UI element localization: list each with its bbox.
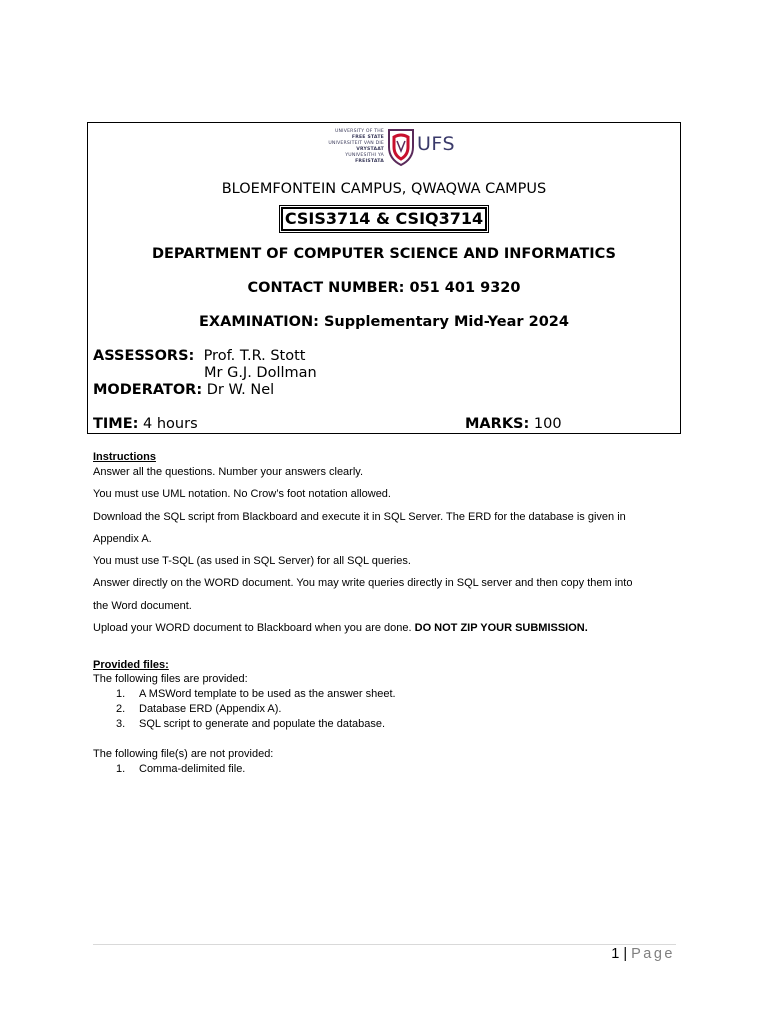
logo-line: FREE STATE (351, 135, 384, 140)
marks-value: 100 (533, 416, 562, 432)
list-item: 1. Comma-delimited file. (116, 763, 246, 775)
exam-value: Supplementary Mid-Year 2024 (323, 314, 569, 330)
instruction-line: You must use T-SQL (as used in SQL Server) for all SQL queries. (93, 555, 411, 567)
exam-label: EXAMINATION: (199, 314, 324, 330)
marks-label: MARKS: (465, 416, 530, 432)
department-title: DEPARTMENT OF COMPUTER SCIENCE AND INFORMATICS (151, 246, 616, 262)
time-label: TIME: (93, 416, 139, 432)
time-row (93, 416, 198, 432)
moderator-name: Dr W. Nel (206, 382, 275, 398)
marks-row (465, 416, 562, 432)
page-number (611, 946, 675, 962)
list-item-text: Database ERD (Appendix A). (139, 703, 282, 715)
list-item-text: Comma-delimited file. (139, 763, 246, 775)
list-item: 2. Database ERD (Appendix A). (116, 703, 282, 715)
ufs-shield-icon (386, 127, 416, 167)
list-item: 3. SQL script to generate and populate the database. (116, 718, 386, 730)
page-label: Page (631, 946, 675, 962)
upload-instruction (93, 622, 588, 634)
assessors-row (93, 348, 306, 364)
logo-line: VRYSTAAT (356, 147, 384, 152)
ufs-logo (302, 127, 472, 169)
assessor-1: Prof. T.R. Stott (203, 348, 306, 364)
provided-files-heading: Provided files: (93, 659, 169, 671)
instructions-heading: Instructions (93, 451, 156, 463)
footer-divider (93, 944, 676, 945)
upload-warning: DO NOT ZIP YOUR SUBMISSION. (414, 622, 588, 634)
instruction-line: Appendix A. (93, 533, 152, 545)
instruction-line: Download the SQL script from Blackboard and execute it in SQL Server. The ERD for the database is given in (93, 511, 626, 523)
logo-text: UFS (417, 133, 456, 155)
provided-intro: The following files are provided: (93, 673, 248, 685)
assessor-2: Mr G.J. Dollman (204, 365, 317, 381)
university-name-lines (302, 129, 384, 165)
logo-line: FREISTATA (355, 159, 384, 164)
logo-line: UNIVERSITY OF THE (334, 129, 384, 134)
moderator-label: MODERATOR: (93, 382, 203, 398)
campus-line: BLOEMFONTEIN CAMPUS, QWAQWA CAMPUS (221, 181, 547, 197)
course-code: CSIS3714 & CSIQ3714 (281, 207, 487, 231)
assessors-label: ASSESSORS: (93, 348, 195, 364)
instruction-line: Answer all the questions. Number your answers clearly. (93, 466, 364, 478)
not-provided-intro: The following file(s) are not provided: (93, 748, 274, 760)
examination-line (88, 314, 680, 330)
instruction-line: You must use UML notation. No Crow’s foot notation allowed. (93, 488, 391, 500)
instruction-line: the Word document. (93, 600, 192, 612)
time-value: 4 hours (143, 416, 198, 432)
logo-line: YUNIVESITHI YA (345, 153, 384, 158)
list-item: 1. A MSWord template to be used as the answer sheet. (116, 688, 396, 700)
page-separator: | (619, 946, 632, 962)
list-item-text: A MSWord template to be used as the answer sheet. (139, 688, 396, 700)
exam-cover-header (87, 122, 681, 434)
logo-line: UNIVERSITEIT VAN DIE (328, 141, 384, 146)
list-item-text: SQL script to generate and populate the database. (139, 718, 386, 730)
moderator-row (93, 382, 274, 398)
contact-number: CONTACT NUMBER: 051 401 9320 (247, 280, 521, 296)
page-number-value: 1 (611, 946, 620, 962)
instruction-line: Answer directly on the WORD document. You may write queries directly in SQL server and then copy them into (93, 577, 633, 589)
upload-text: Upload your WORD document to Blackboard when you are done. (93, 622, 415, 634)
